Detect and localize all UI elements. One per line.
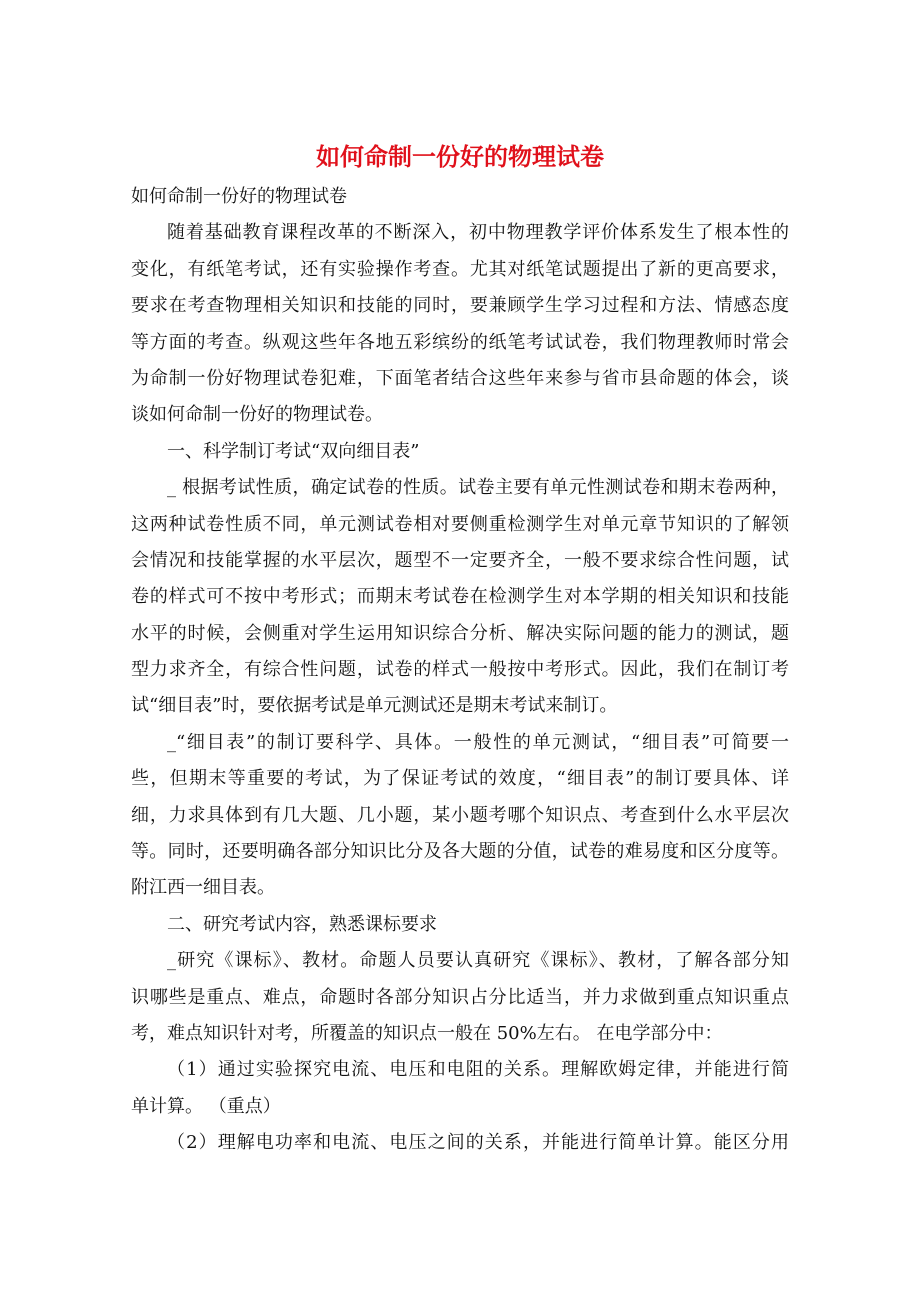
text-line: 识哪些是重点、难点，命题时各部分知识占分比适当，并力求做到重点知识重点	[131, 986, 789, 1008]
document-title: 如何命制一份好的物理试卷	[316, 142, 604, 171]
text-line: 些，但期末等重要的考试，为了保证考试的效度，“细目表”的制订要具体、详	[131, 768, 789, 790]
text-line: 会情况和技能掌握的水平层次，题型不一定要齐全，一般不要求综合性问题，试	[131, 549, 789, 571]
text-line: _研究《课标》、教材。命题人员要认真研究《课标》、教材，了解各部分知	[167, 950, 789, 972]
text-line: 单计算。 （重点）	[131, 1095, 281, 1117]
text-line: 等方面的考查。纵观这些年各地五彩缤纷的纸笔考试试卷，我们物理教师时常会	[131, 331, 789, 353]
text-line: 随着基础教育课程改革的不断深入，初中物理教学评价体系发生了根本性的	[167, 222, 789, 244]
text-line: 试“细目表”时，要依据考试是单元测试还是期末考试来制订。	[131, 695, 618, 717]
paragraph	[131, 943, 789, 1052]
paragraph	[131, 1052, 789, 1125]
text-line: 型力求齐全，有综合性问题，试卷的样式一般按中考形式。因此，我们在制订考	[131, 659, 789, 681]
text-line: 附江西一细目表。	[131, 877, 275, 899]
text-line: （1）通过实验探究电流、电压和电阻的关系。理解欧姆定律，并能进行简	[167, 1059, 789, 1081]
text-line: _ 根据考试性质，确定试卷的性质。试卷主要有单元性测试卷和期末卷两种，	[167, 477, 789, 499]
text-line: 变化，有纸笔考试，还有实验操作考查。尤其对纸笔试题提出了新的更高要求，	[131, 258, 789, 280]
text-line: （2）理解电功率和电流、电压之间的关系，并能进行简单计算。能区分用	[167, 1132, 789, 1154]
paragraph	[131, 215, 789, 433]
text-line: 如何命制一份好的物理试卷	[131, 186, 347, 207]
text-line: 等。同时，还要明确各部分知识比分及各大题的分值，试卷的难易度和区分度等。	[131, 841, 789, 863]
paragraph	[131, 907, 789, 943]
paragraph	[131, 179, 789, 215]
paragraph	[131, 1125, 789, 1161]
text-line: 考，难点知识针对考，所覆盖的知识点一般在 50%左右。 在电学部分中：	[131, 1022, 723, 1044]
document-body	[131, 179, 789, 1162]
text-line: 为命制一份好物理试卷犯难，下面笔者结合这些年来参与省市县命题的体会，谈	[131, 367, 789, 389]
paragraph	[131, 470, 789, 725]
text-line: 二、研究考试内容，熟悉课标要求	[167, 913, 437, 935]
text-line: 卷的样式可不按中考形式；而期末考试卷在检测学生对本学期的相关知识和技能	[131, 586, 789, 608]
text-line: 一、科学制订考试“双向细目表”	[167, 440, 420, 462]
text-line: 这两种试卷性质不同，单元测试卷相对要侧重检测学生对单元章节知识的了解领	[131, 513, 789, 535]
text-line: 要求在考查物理相关知识和技能的同时，要兼顾学生学习过程和方法、情感态度	[131, 295, 789, 317]
text-line: _“细目表”的制订要科学、具体。一般性的单元测试，“细目表”可简要一	[167, 731, 789, 753]
paragraph	[131, 725, 789, 907]
paragraph	[131, 434, 789, 470]
text-line: 细，力求具体到有几大题、几小题，某小题考哪个知识点、考查到什么水平层次	[131, 804, 789, 826]
text-line: 谈如何命制一份好的物理试卷。	[131, 404, 383, 426]
text-line: 水平的时候，会侧重对学生运用知识综合分析、解决实际问题的能力的测试，题	[131, 622, 789, 644]
